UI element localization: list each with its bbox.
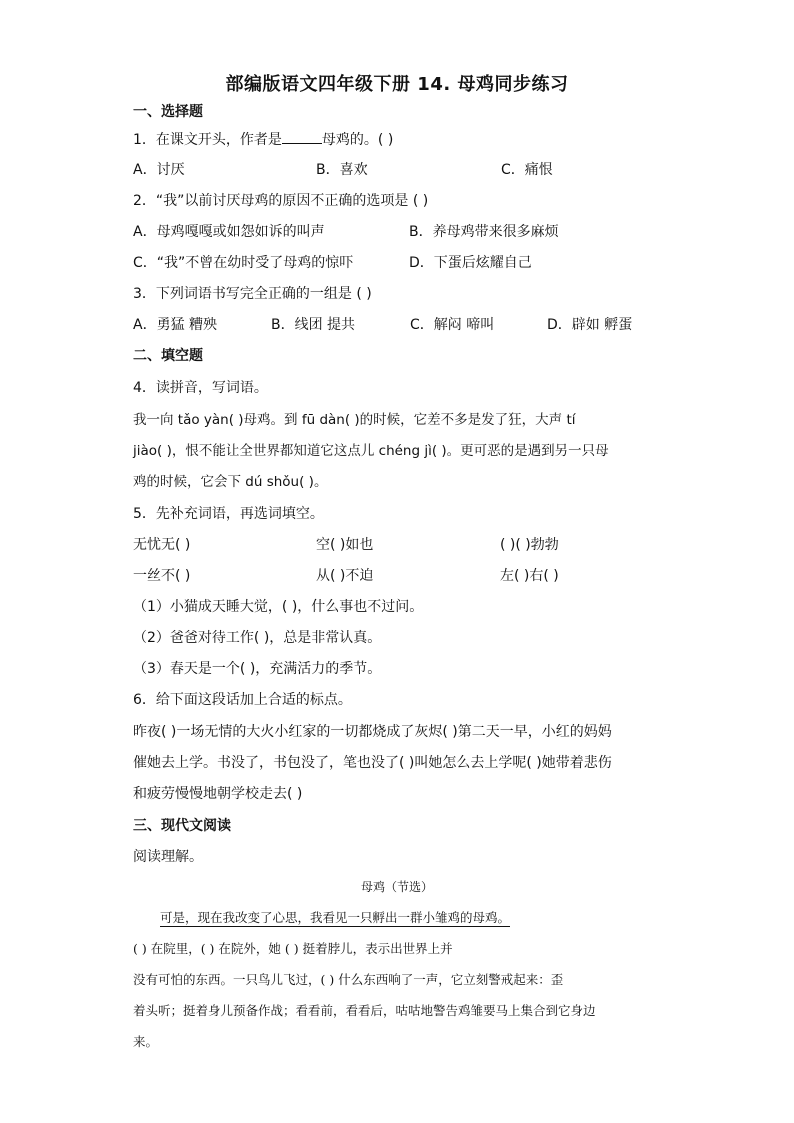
question-5-word-6: 左( )右( ) [500, 568, 559, 584]
question-6-stem: 6．给下面这段话加上合适的标点。 [133, 692, 352, 708]
question-5-word-4: 一丝不( ) [133, 568, 191, 584]
question-6-line-3: 和疲劳慢慢地朝学校走去( ) [133, 786, 303, 802]
passage-first-line [160, 908, 690, 928]
question-3-option-b: B．线团 提共 [271, 317, 356, 333]
passage-line-3: 着头听；挺着身儿预备作战；看看前，看看后，咕咕地警告鸡雏要马上集合到它身边 [133, 1003, 596, 1018]
question-5-word-2: 空( )如也 [316, 537, 374, 553]
question-5-sentence-2: （2）爸爸对待工作( )，总是非常认真。 [133, 630, 382, 646]
question-3-option-a: A．勇猛 糟殃 [133, 317, 218, 333]
question-2-option-d: D．下蛋后炫耀自己 [409, 255, 532, 271]
question-1-option-a: A．讨厌 [133, 162, 185, 178]
question-3-option-d: D．辟如 孵蛋 [547, 317, 633, 333]
question-2-option-a: A．母鸡嘎嘎或如怨如诉的叫声 [133, 224, 325, 240]
reading-instruction: 阅读理解。 [133, 849, 203, 865]
section-heading-fill: 二、填空题 [133, 348, 203, 364]
section-heading-choice: 一、选择题 [133, 104, 203, 120]
question-4-line-2: jiào( )，恨不能让全世界都知道它这点儿 chéng jì( )。更可恶的是遇到另一只母 [133, 443, 609, 459]
question-5-word-1: 无忧无( ) [133, 537, 191, 553]
passage-line-4: 来。 [133, 1034, 159, 1049]
passage-underlined-sentence: 可是，现在我改变了心思，我看见一只孵出一群小雏鸡的母鸡。 [160, 910, 511, 925]
question-4-line-3: 鸡的时候，它会下 dú shǒu( )。 [133, 474, 328, 490]
passage-line-1: ( ) 在院里，( ) 在院外，她 ( ) 挺着脖儿，表示出世界上并 [133, 941, 453, 956]
section-heading-reading: 三、现代文阅读 [133, 818, 231, 834]
question-1-option-c: C．痛恨 [501, 162, 553, 178]
passage-line-2: 没有可怕的东西。一只鸟儿飞过，( ) 什么东西响了一声，它立刻警戒起来：歪 [133, 972, 564, 987]
question-5-word-5: 从( )不迫 [316, 568, 374, 584]
question-2-option-c: C．“我”不曾在幼时受了母鸡的惊吓 [133, 255, 354, 271]
question-1-blank [282, 129, 322, 144]
question-5-sentence-3: （3）春天是一个( )，充满活力的季节。 [133, 661, 382, 677]
question-1-option-b: B．喜欢 [316, 162, 368, 178]
question-6-line-2: 催她去上学。书没了，书包没了，笔也没了( )叫她怎么去上学呢( )她带着悲伤 [133, 755, 612, 771]
passage-title: 母鸡（节选） [360, 880, 433, 894]
question-2-stem: 2．“我”以前讨厌母鸡的原因不正确的选项是 ( ) [133, 193, 429, 209]
question-3-stem: 3．下列词语书写完全正确的一组是 ( ) [133, 286, 372, 302]
question-1-stem [133, 129, 393, 150]
question-5-word-3: ( )( )勃勃 [500, 537, 559, 553]
question-5-stem: 5．先补充词语，再选词填空。 [133, 506, 324, 522]
question-5-sentence-1: （1）小猫成天睡大觉，( )，什么事也不过问。 [133, 599, 424, 615]
page-title: 部编版语文四年级下册 14. 母鸡同步练习 [225, 74, 569, 95]
question-4-line-1: 我一向 tǎo yàn( )母鸡。到 fū dàn( )的时候，它差不多是发了狂，大声 tí [133, 412, 576, 428]
question-1-stem-start: 1．在课文开头，作者是 [133, 132, 282, 148]
question-4-stem: 4．读拼音，写词语。 [133, 380, 268, 396]
question-1-stem-end: 母鸡的。( ) [321, 132, 394, 148]
question-6-line-1: 昨夜( )一场无情的大火小红家的一切都烧成了灰烬( )第二天一早，小红的妈妈 [133, 724, 612, 740]
question-2-option-b: B．养母鸡带来很多麻烦 [409, 224, 559, 240]
question-3-option-c: C．解闷 啼叫 [410, 317, 495, 333]
